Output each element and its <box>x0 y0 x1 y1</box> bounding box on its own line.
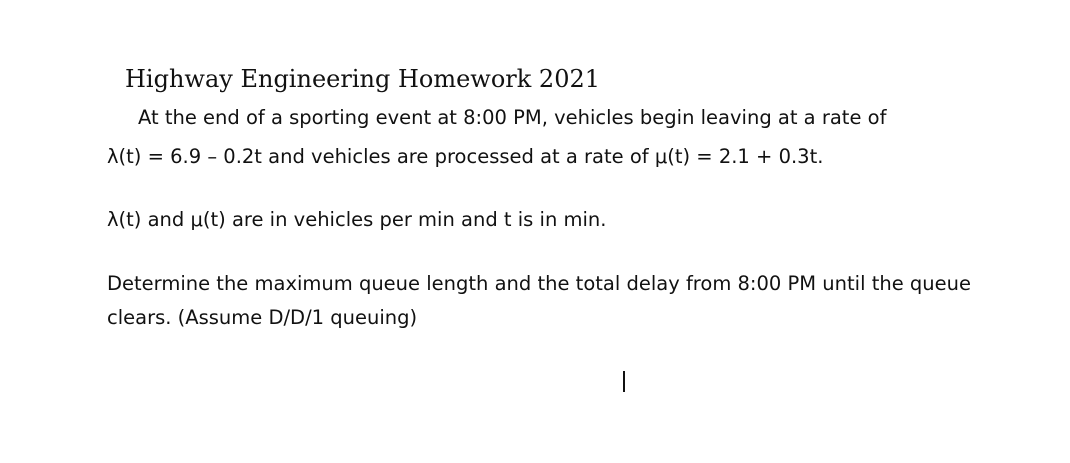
text-cursor <box>623 371 625 392</box>
units-note: λ(t) and μ(t) are in vehicles per min and t is in min. <box>107 208 607 231</box>
document-title: Highway Engineering Homework 2021 <box>125 65 600 93</box>
problem-text-line-2: λ(t) = 6.9 – 0.2t and vehicles are processed at a rate of μ(t) = 2.1 + 0.3t. <box>107 145 824 168</box>
question-line-2: clears. (Assume D/D/1 queuing) <box>107 306 418 329</box>
problem-text-line-1: At the end of a sporting event at 8:00 PM, vehicles begin leaving at a rate of <box>138 106 887 129</box>
question-line-1: Determine the maximum queue length and the total delay from 8:00 PM until the queue <box>107 272 971 295</box>
